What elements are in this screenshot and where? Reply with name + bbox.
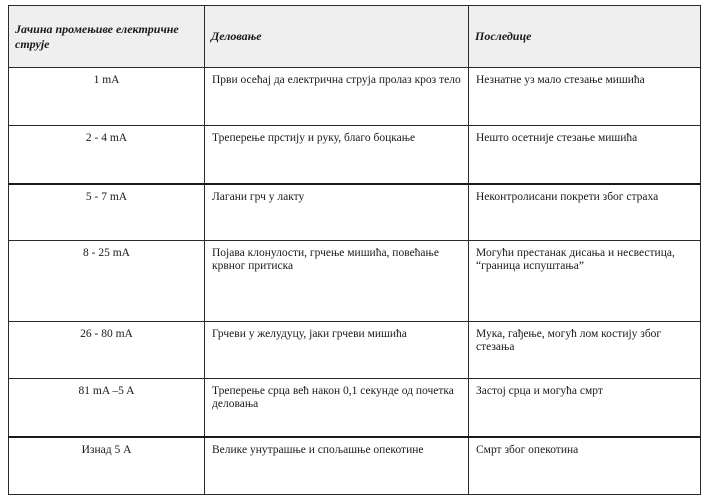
header-row: [9, 6, 701, 68]
table-row: [9, 184, 701, 241]
cell-consequence: Смрт због опекотина: [469, 437, 701, 495]
cell-current: 2 - 4 mA: [9, 126, 205, 184]
electric-current-effects-table: [8, 5, 701, 495]
table-row: [9, 437, 701, 495]
cell-current: 26 - 80 mA: [9, 322, 205, 379]
table-row: [9, 68, 701, 126]
header-current: Јачина промењиве електричне струје: [9, 6, 205, 68]
cell-effect: Појава клонулости, грчење мишића, повећање крвног притиска: [205, 241, 469, 322]
cell-current: 5 - 7 mA: [9, 184, 205, 241]
cell-consequence: Нешто осетније стезање мишића: [469, 126, 701, 184]
cell-current: 1 mA: [9, 68, 205, 126]
cell-consequence: Мука, гађење, могућ лом костију због стезања: [469, 322, 701, 379]
cell-effect: Први осећај да електрична струја пролаз кроз тело: [205, 68, 469, 126]
cell-effect: Лагани грч у лакту: [205, 184, 469, 241]
cell-consequence: Незнатне уз мало стезање мишића: [469, 68, 701, 126]
cell-consequence: Застој срца и могућа смрт: [469, 379, 701, 437]
cell-consequence: Могући престанак дисања и несвестица, “граница испуштања”: [469, 241, 701, 322]
cell-effect: Велике унутрашње и спољашње опекотине: [205, 437, 469, 495]
table-row: [9, 379, 701, 437]
cell-consequence: Неконтролисани покрети због страха: [469, 184, 701, 241]
cell-current: Изнад 5 A: [9, 437, 205, 495]
header-effect: Деловање: [205, 6, 469, 68]
header-consequence: Последице: [469, 6, 701, 68]
table-header: [9, 6, 701, 68]
cell-current: 8 - 25 mA: [9, 241, 205, 322]
cell-current: 81 mA –5 A: [9, 379, 205, 437]
cell-effect: Грчеви у желудуцу, јаки грчеви мишића: [205, 322, 469, 379]
cell-effect: Треперење срца већ након 0,1 секунде од почетка деловања: [205, 379, 469, 437]
table-row: [9, 126, 701, 184]
table-row: [9, 322, 701, 379]
cell-effect: Треперење прстију и руку, благо боцкање: [205, 126, 469, 184]
table-body: [9, 68, 701, 495]
table-row: [9, 241, 701, 322]
